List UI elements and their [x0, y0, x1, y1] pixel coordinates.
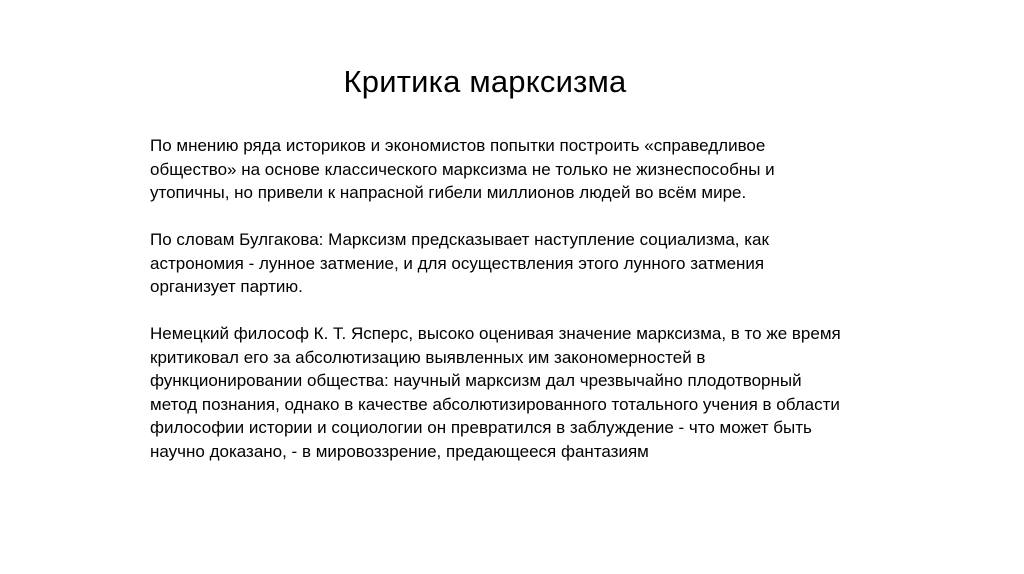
paragraph-utopia: По мнению ряда историков и экономистов попытки построить «справедливое общество» на основе классического марксизма не только не жизнеспособны и утопичны, но привели к напрасной гибели миллионов людей во всём мире. [150, 136, 775, 202]
paragraph-bulgakov: По словам Булгакова: Марксизм предсказывает наступление социализма, как астрономия - лунное затмение, и для осуществления этого лунного затмения организует партию. [150, 230, 769, 296]
paragraph-jaspers: Немецкий философ К. Т. Ясперс, высоко оценивая значение марксизма, в то же время критиковал его за абсолютизацию выявленных им закономерностей в функционировании общества: научный марксизм дал чрезвычайно плодотворный метод познания, однако в качестве абсолютизированного тотального учения в области философии истории и социологии он превратился в заблуждение - что может быть научно доказано, - в мировоззрение, предающееся фантазиям [150, 324, 841, 461]
slide-body [150, 134, 890, 487]
slide-title: Критика марксизма [343, 64, 627, 99]
